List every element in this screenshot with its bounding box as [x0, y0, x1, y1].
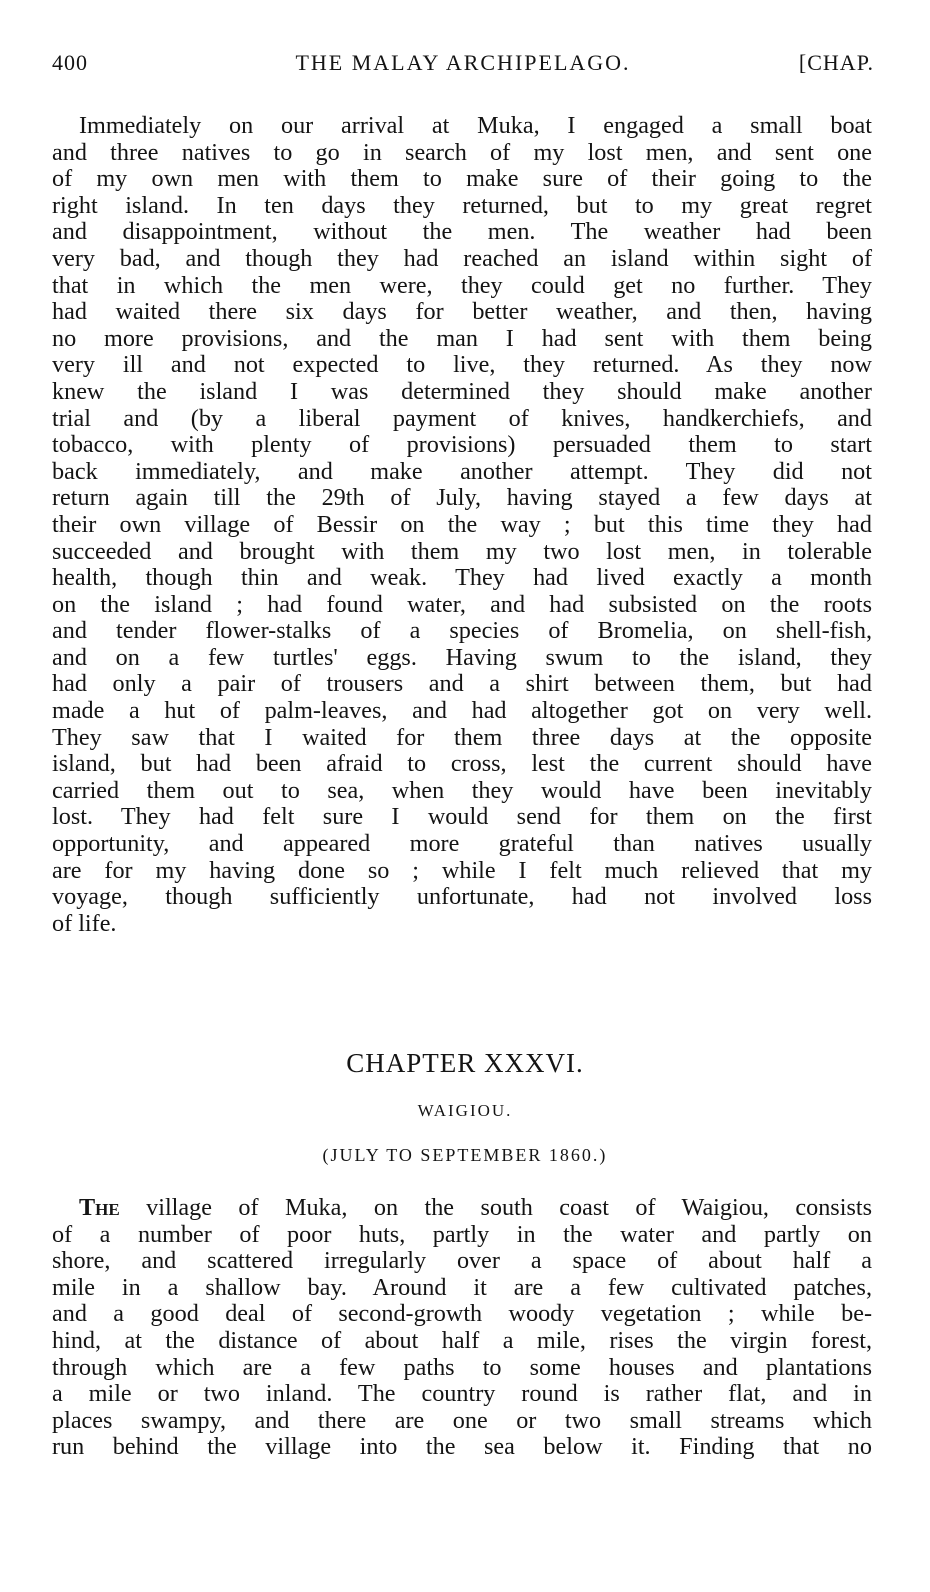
- text-line: had only a pair of trousers and a shirt between them, but had: [52, 670, 872, 698]
- page-number: 400: [52, 50, 88, 75]
- text-line: run behind the village into the sea below it. Finding that no: [52, 1433, 872, 1461]
- text-line: opportunity, and appeared more grateful than natives usually: [52, 830, 872, 858]
- text-line: of my own men with them to make sure of their going to the: [52, 165, 872, 193]
- text-line: are for my having done so ; while I felt much relieved that my: [52, 856, 872, 884]
- text-line: had waited there six days for better weather, and then, having: [52, 298, 872, 326]
- chapter-subtitle: WAIGIOU.: [417, 1101, 513, 1120]
- text-line: shore, and scattered irregularly over a space of about half a: [52, 1247, 872, 1275]
- text-line: of a number of poor huts, partly in the water and partly on: [52, 1220, 872, 1248]
- first-line-text: village of Muka, on the south coast of Waigiou, consists: [119, 1194, 872, 1221]
- paragraph-continued: [52, 113, 872, 937]
- text-line: a mile or two inland. The country round is rather flat, and in: [52, 1380, 872, 1408]
- text-line: Immediately on our arrival at Muka, I engaged a small boat: [79, 112, 872, 139]
- chapter-dates: (JULY TO SEPTEMBER 1860.): [322, 1145, 608, 1165]
- text-line: very ill and not expected to live, they returned. As they now: [52, 351, 872, 379]
- text-line: island, but had been afraid to cross, lest the current should have: [52, 750, 872, 778]
- text-line: and three natives to go in search of my lost men, and sent one: [52, 138, 872, 166]
- text-line: hind, at the distance of about half a mile, rises the virgin forest,: [52, 1326, 872, 1354]
- text-line: no more provisions, and the man I had sent with them being: [52, 324, 872, 352]
- text-line: lost. They had felt sure I would send for them on the first: [52, 803, 872, 831]
- text-line: on the island ; had found water, and had subsisted on the roots: [52, 590, 872, 618]
- text-line: very bad, and though they had reached an island within sight of: [52, 244, 872, 272]
- text-line: made a hut of palm-leaves, and had altogether got on very well.: [52, 697, 872, 725]
- text-line: [52, 1195, 872, 1222]
- running-head: [52, 50, 874, 80]
- text-line: places swampy, and there are one or two small streams which: [52, 1406, 872, 1434]
- chapter-opening-paragraph: [52, 1195, 872, 1461]
- text-line: and on a few turtles' eggs. Having swum to the island, they: [52, 643, 872, 671]
- text-line: knew the island I was determined they should make another: [52, 377, 872, 405]
- text-line: mile in a shallow bay. Around it are a few cultivated patches,: [52, 1273, 872, 1301]
- text-line: of life.: [52, 909, 117, 937]
- text-line: right island. In ten days they returned, but to my great regret: [52, 191, 872, 219]
- chapter-title: CHAPTER XXXVI.: [346, 1048, 584, 1078]
- text-line: back immediately, and make another attempt. They did not: [52, 457, 872, 485]
- text-line: tobacco, with plenty of provisions) persuaded them to start: [52, 431, 872, 459]
- text-line: return again till the 29th of July, having stayed a few days at: [52, 484, 872, 512]
- text-line: succeeded and brought with them my two lost men, in tolerable: [52, 537, 872, 565]
- text-line: and tender flower-stalks of a species of Bromelia, on shell-fish,: [52, 617, 872, 645]
- text-line: that in which the men were, they could get no further. They: [52, 271, 872, 299]
- text-line: through which are a few paths to some houses and plantations: [52, 1353, 872, 1381]
- running-title: THE MALAY ARCHIPELAGO.: [295, 50, 631, 75]
- chapter-reference: [CHAP.: [798, 50, 874, 75]
- text-line: trial and (by a liberal payment of knives, handkerchiefs, and: [52, 404, 872, 432]
- text-line: They saw that I waited for them three days at the opposite: [52, 723, 872, 751]
- opening-word: The: [79, 1194, 120, 1221]
- text-line: carried them out to sea, when they would have been inevitably: [52, 776, 872, 804]
- text-line: their own village of Bessir on the way ; but this time they had: [52, 510, 872, 538]
- text-line: and a good deal of second-growth woody vegetation ; while be-: [52, 1300, 872, 1328]
- text-line: health, though thin and weak. They had lived exactly a month: [52, 564, 872, 592]
- text-line: and disappointment, without the men. The weather had been: [52, 218, 872, 246]
- text-line: voyage, though sufficiently unfortunate, had not involved loss: [52, 883, 872, 911]
